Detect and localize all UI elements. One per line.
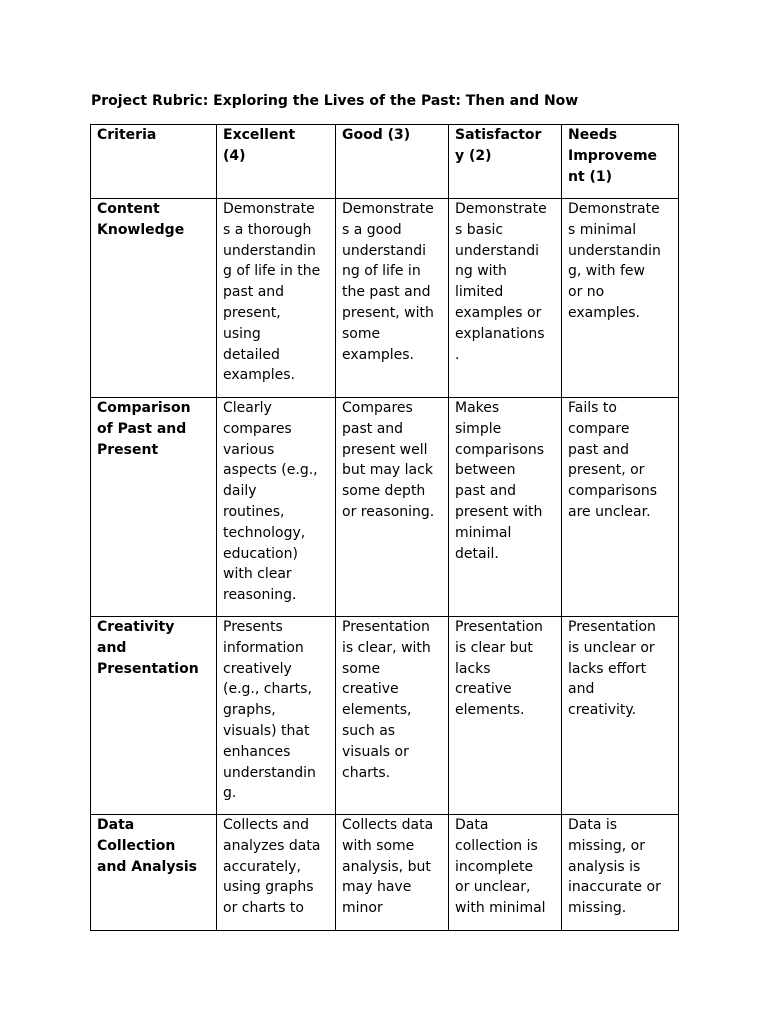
table-row [91, 398, 679, 617]
table-cell: Demonstrate s minimal understandin g, with few or no examples. [562, 199, 679, 398]
header-excellent: Excellent (4) [217, 125, 336, 199]
table-cell: Collects and analyzes data accurately, using graphs or charts to [217, 815, 336, 931]
header-criteria: Criteria [91, 125, 217, 199]
table-cell: Presentation is unclear or lacks effort and creativity. [562, 617, 679, 815]
document-title: Project Rubric: Exploring the Lives of the Past: Then and Now [91, 93, 579, 109]
header-satisfactory: Satisfactor y (2) [449, 125, 562, 199]
criteria-data-collection: Data Collection and Analysis [91, 815, 217, 931]
rubric-table [90, 124, 679, 931]
table-cell: Presentation is clear, with some creative elements, such as visuals or charts. [336, 617, 449, 815]
table-cell: Demonstrate s basic understandi ng with limited examples or explanations . [449, 199, 562, 398]
table-cell: Demonstrate s a thorough understandin g of life in the past and present, using detailed examples. [217, 199, 336, 398]
table-row [91, 617, 679, 815]
criteria-content-knowledge: Content Knowledge [91, 199, 217, 398]
criteria-creativity: Creativity and Presentation [91, 617, 217, 815]
table-cell: Clearly compares various aspects (e.g., daily routines, technology, education) with clear reasoning. [217, 398, 336, 617]
table-cell: Data collection is incomplete or unclear, with minimal [449, 815, 562, 931]
header-needs-improvement: Needs Improveme nt (1) [562, 125, 679, 199]
header-good: Good (3) [336, 125, 449, 199]
table-cell: Compares past and present well but may lack some depth or reasoning. [336, 398, 449, 617]
table-cell: Collects data with some analysis, but may have minor [336, 815, 449, 931]
table-cell: Presents information creatively (e.g., charts, graphs, visuals) that enhances understandin g. [217, 617, 336, 815]
table-header-row [91, 125, 679, 199]
table-cell: Fails to compare past and present, or comparisons are unclear. [562, 398, 679, 617]
table-cell: Presentation is clear but lacks creative elements. [449, 617, 562, 815]
table-row [91, 815, 679, 931]
table-cell: Data is missing, or analysis is inaccurate or missing. [562, 815, 679, 931]
criteria-comparison: Comparison of Past and Present [91, 398, 217, 617]
table-cell: Demonstrate s a good understandi ng of life in the past and present, with some examples. [336, 199, 449, 398]
table-row [91, 199, 679, 398]
table-cell: Makes simple comparisons between past and present with minimal detail. [449, 398, 562, 617]
